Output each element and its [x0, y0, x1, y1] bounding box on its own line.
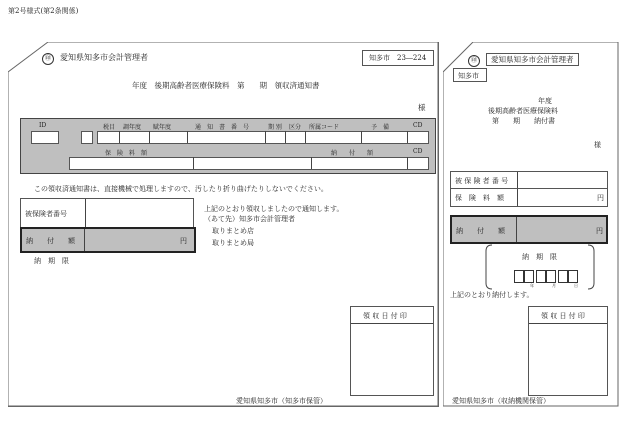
- id-field: [31, 131, 59, 144]
- deadline-digit-6: [568, 270, 578, 283]
- left-sama: 様: [418, 103, 426, 112]
- label-cd-top: CD: [413, 122, 423, 129]
- deadline-digit-5: [558, 270, 568, 283]
- right-premium-yen: 円: [597, 194, 604, 202]
- left-received-msg: 上記のとおり領収しましたので通知します。: [204, 205, 344, 213]
- right-paid-msg: 上記のとおり納付します。: [450, 291, 534, 299]
- left-issuer: ㊞ 愛知県知多市会計管理者: [42, 52, 148, 65]
- left-deadline-label: 納 期 限: [34, 257, 69, 265]
- left-office: 取りまとめ局: [212, 239, 254, 247]
- left-heading: 年度 後期高齢者医療保険料 第 期 領収済通知書: [132, 81, 320, 90]
- label-kibetsu: 期 別: [268, 124, 282, 131]
- label-shozoku: 所属コード: [309, 124, 340, 131]
- left-payment-yen: 円: [180, 237, 187, 245]
- check-field: [81, 131, 93, 144]
- label-id: ID: [39, 122, 47, 129]
- right-deadline-label: 納 期 限: [522, 253, 557, 261]
- date-mark-month: 月: [552, 283, 556, 288]
- right-footer: 愛知県知多市（収納機関保管）: [452, 397, 550, 405]
- date-mark-year: 年: [530, 283, 534, 288]
- right-stamp-box: [528, 306, 608, 396]
- right-stamp-label: 領 収 日 付 印: [541, 312, 585, 320]
- deadline-digit-2: [524, 270, 534, 283]
- left-dealer: 取りまとめ店: [212, 227, 254, 235]
- right-year: 年度: [538, 97, 552, 105]
- label-premium: 保 険 料 額: [105, 150, 148, 157]
- label-fu-nendo: 賦年度: [153, 124, 172, 131]
- label-cho-nendo: 調年度: [123, 124, 142, 131]
- right-premium-label: 保 険 料 額: [455, 194, 504, 202]
- deadline-digit-3: [536, 270, 546, 283]
- right-city: 知多市: [458, 72, 479, 80]
- label-payment: 納 付 額: [331, 150, 374, 157]
- seal-icon-right: ㊞: [468, 55, 480, 67]
- left-payment-label: 納 付 額: [26, 237, 75, 245]
- left-ocr-band: [20, 118, 436, 174]
- left-addressee: （あて先）知多市会計管理者: [204, 215, 295, 223]
- left-insured-no-row: [20, 198, 194, 228]
- left-notice: この領収済通知書は、直接機械で処理しますので、汚したり折り曲げたりしないでください。: [34, 185, 328, 193]
- deadline-digit-1: [514, 270, 524, 283]
- left-footer: 愛知県知多市（知多市保管）: [236, 397, 327, 405]
- right-payment-label: 納 付 額: [456, 227, 505, 235]
- ocr-top-row: [97, 131, 429, 144]
- right-sama: 様: [594, 141, 601, 149]
- left-city-code: 知多市 23―224: [369, 54, 427, 62]
- left-stamp-label: 領 収 日 付 印: [363, 312, 407, 320]
- right-deadline-bracket: [484, 243, 596, 293]
- label-kubun: 区分: [289, 124, 302, 131]
- right-payment-row: [450, 215, 608, 244]
- right-insured-no-label: 被 保 険 者 番 号: [455, 177, 509, 185]
- left-stamp-box: [350, 306, 434, 396]
- right-payment-yen: 円: [596, 227, 603, 235]
- right-insurance: 後期高齢者医療保険料: [488, 107, 558, 115]
- left-insured-no-label: 被保険者番号: [25, 210, 67, 218]
- date-mark-day: 日: [574, 283, 578, 288]
- label-zeimoku: 税目: [103, 124, 116, 131]
- label-notice-number: 通 知 書 番 号: [195, 124, 250, 131]
- right-city-box: [453, 68, 487, 82]
- label-cd-bottom: CD: [413, 148, 423, 155]
- right-premium-row: [450, 188, 608, 207]
- right-issuer: ㊞ 愛知県知多市会計管理者: [468, 54, 579, 67]
- left-city-code-box: [362, 50, 434, 66]
- label-yobi: 予 備: [371, 124, 390, 131]
- seal-icon: ㊞: [42, 53, 54, 65]
- form-code: 第2号様式(第2条関係): [8, 7, 79, 15]
- ocr-bottom-row: [69, 157, 429, 170]
- deadline-digit-4: [546, 270, 556, 283]
- right-installment: 第 期 納付書: [492, 117, 555, 125]
- left-payment-row: [20, 227, 196, 253]
